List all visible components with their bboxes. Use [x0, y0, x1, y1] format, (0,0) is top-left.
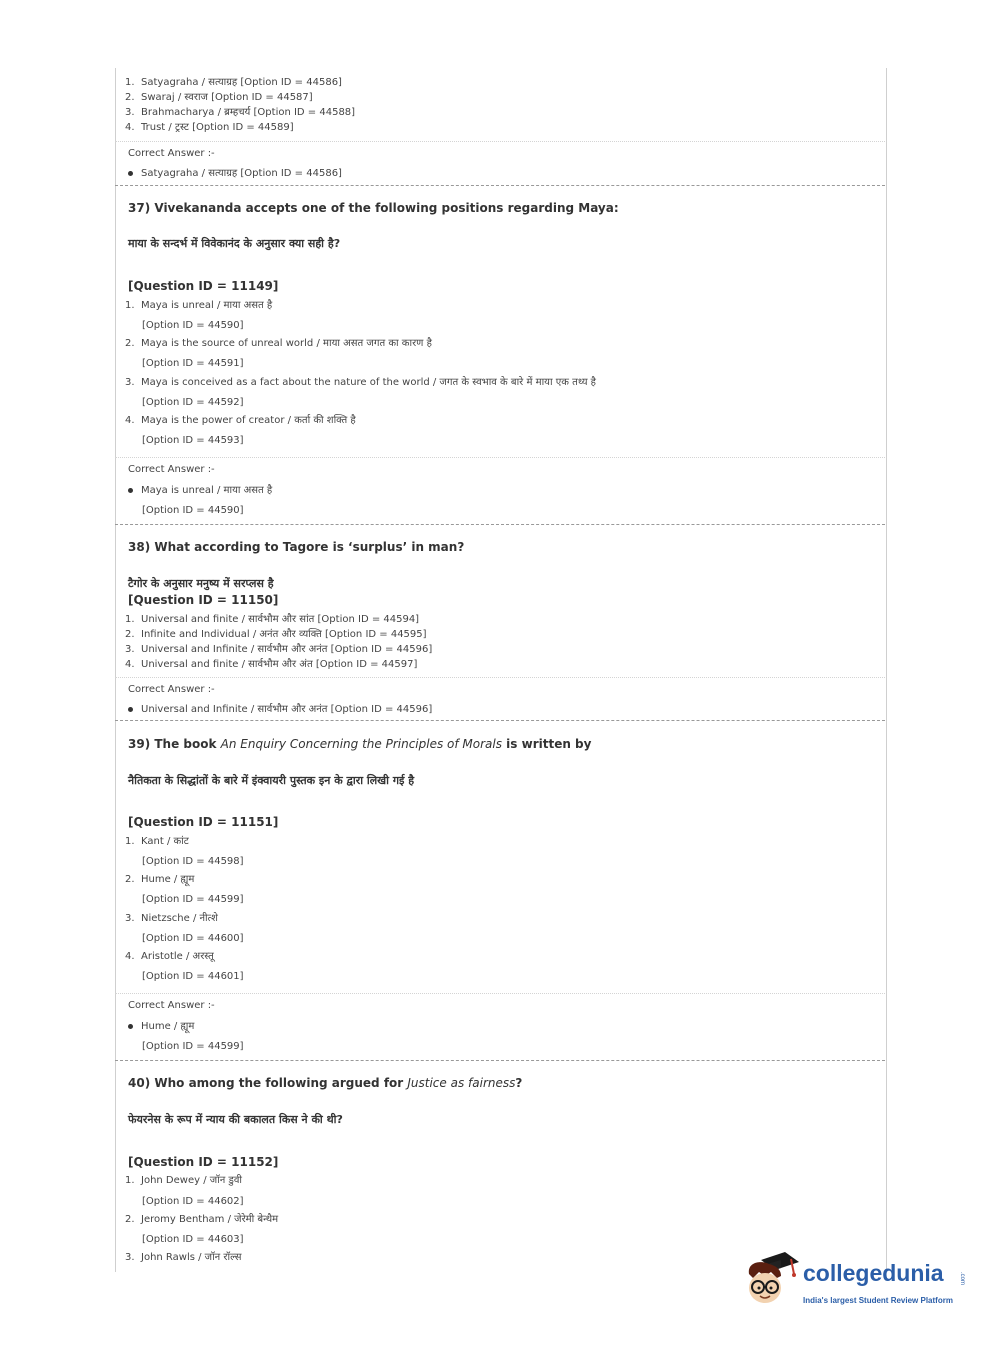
- question-separator: [115, 185, 885, 186]
- q39-option-4: 4. Aristotle / अरस्तू: [125, 951, 214, 962]
- book-title: An Enquiry Concerning the Principles of Morals: [220, 737, 502, 751]
- q39-answer: Hume / ह्यूम: [128, 1018, 194, 1032]
- concept-title: Justice as fairness: [407, 1076, 516, 1090]
- q39-question-id: [Question ID = 11151]: [128, 815, 279, 829]
- bullet-icon: [128, 488, 133, 493]
- q39-option-3: 3. Nietzsche / नीत्शे: [125, 913, 218, 924]
- q37-option-3: 3. Maya is conceived as a fact about the nature of the world / जगत के स्वभाव के बारे में माया एक तथ्य है: [125, 377, 596, 388]
- q36-option-1: 1. Satyagraha / सत्याग्रह [Option ID = 44586]: [125, 77, 342, 88]
- q37-question-id: [Question ID = 11149]: [128, 279, 279, 293]
- q39-option-3-id: [Option ID = 44600]: [142, 933, 244, 944]
- q37-title: 37) Vivekananda accepts one of the following positions regarding Maya:: [128, 201, 619, 215]
- q39-option-4-id: [Option ID = 44601]: [142, 971, 244, 982]
- q40-option-1-id: [Option ID = 44602]: [142, 1196, 244, 1207]
- q38-answer: Universal and Infinite / सार्वभौम और अनंत [Option ID = 44596]: [128, 701, 432, 715]
- mascot-icon: [741, 1248, 803, 1312]
- q40-option-1: 1. John Dewey / जॉन डुवी: [125, 1175, 242, 1186]
- q39-hindi: नैतिकता के सिद्धांतों के बारे में इंक्वायरी पुस्तक इन के द्वारा लिखी गई है: [128, 774, 415, 787]
- q36-option-4: 4. Trust / ट्रस्ट [Option ID = 44589]: [125, 122, 294, 133]
- q37-answer: Maya is unreal / माया असत है: [128, 482, 272, 496]
- q39-option-2: 2. Hume / ह्यूम: [125, 874, 195, 885]
- brand-tagline: India's largest Student Review Platform: [803, 1296, 953, 1305]
- question-separator: [115, 1060, 885, 1061]
- question-separator: [115, 524, 885, 525]
- q37-option-1: 1. Maya is unreal / माया असत है: [125, 300, 273, 311]
- q38-option-4: 4. Universal and finite / सार्वभौम और अंत [Option ID = 44597]: [125, 659, 418, 670]
- divider: [115, 141, 885, 142]
- q39-option-2-id: [Option ID = 44599]: [142, 894, 244, 905]
- q37-option-4-id: [Option ID = 44593]: [142, 435, 244, 446]
- bullet-icon: [128, 1024, 133, 1029]
- brand-domain: .com: [959, 1272, 965, 1286]
- q38-answer-label: Correct Answer :-: [128, 684, 215, 695]
- divider: [115, 993, 885, 994]
- q36-answer: Satyagraha / सत्याग्रह [Option ID = 44586]: [128, 165, 342, 179]
- q37-option-4: 4. Maya is the power of creator / कर्ता की शक्ति है: [125, 415, 356, 426]
- q38-option-2: 2. Infinite and Individual / अनंत और व्यक्ति [Option ID = 44595]: [125, 629, 427, 640]
- q40-option-3: 3. John Rawls / जॉन रॉल्स: [125, 1252, 242, 1263]
- q37-option-1-id: [Option ID = 44590]: [142, 320, 244, 331]
- q38-hindi: टैगोर के अनुसार मनुष्य में सरप्लस है: [128, 577, 274, 590]
- q36-option-2: 2. Swaraj / स्वराज [Option ID = 44587]: [125, 92, 313, 103]
- q39-answer-label: Correct Answer :-: [128, 1000, 215, 1011]
- q40-hindi: फेयरनेस के रूप में न्याय की बकालत किस ने की थी?: [128, 1113, 343, 1126]
- q37-answer-id: [Option ID = 44590]: [142, 505, 244, 516]
- brand-name: collegedunia: [803, 1260, 944, 1286]
- q37-option-3-id: [Option ID = 44592]: [142, 397, 244, 408]
- q37-hindi: माया के सन्दर्भ में विवेकानंद के अनुसार क्या सही है?: [128, 237, 341, 250]
- divider: [115, 457, 885, 458]
- q39-title: 39) The book An Enquiry Concerning the Principles of Morals is written by: [128, 737, 592, 751]
- q37-answer-label: Correct Answer :-: [128, 464, 215, 475]
- q39-option-1: 1. Kant / कांट: [125, 836, 189, 847]
- q39-answer-id: [Option ID = 44599]: [142, 1041, 244, 1052]
- q38-title: 38) What according to Tagore is ‘surplus’ in man?: [128, 540, 465, 554]
- collegedunia-logo: [741, 1248, 971, 1312]
- q37-option-2-id: [Option ID = 44591]: [142, 358, 244, 369]
- q38-option-1: 1. Universal and finite / सार्वभौम और सांत [Option ID = 44594]: [125, 614, 420, 625]
- question-separator: [115, 720, 885, 721]
- q38-option-3: 3. Universal and Infinite / सार्वभौम और अनंत [Option ID = 44596]: [125, 644, 433, 655]
- q36-answer-label: Correct Answer :-: [128, 148, 215, 159]
- divider: [115, 677, 885, 678]
- bullet-icon: [128, 707, 133, 712]
- q40-option-2-id: [Option ID = 44603]: [142, 1234, 244, 1245]
- q40-title: 40) Who among the following argued for Justice as fairness?: [128, 1076, 523, 1090]
- bullet-icon: [128, 171, 133, 176]
- q40-option-2: 2. Jeromy Bentham / जेरेमी बेन्थैम: [125, 1214, 279, 1225]
- q36-option-3: 3. Brahmacharya / ब्रम्हचर्य [Option ID = 44588]: [125, 107, 356, 118]
- q39-option-1-id: [Option ID = 44598]: [142, 856, 244, 867]
- q40-question-id: [Question ID = 11152]: [128, 1155, 279, 1169]
- q38-question-id: [Question ID = 11150]: [128, 593, 279, 607]
- q37-option-2: 2. Maya is the source of unreal world / माया असत जगत का कारण है: [125, 338, 432, 349]
